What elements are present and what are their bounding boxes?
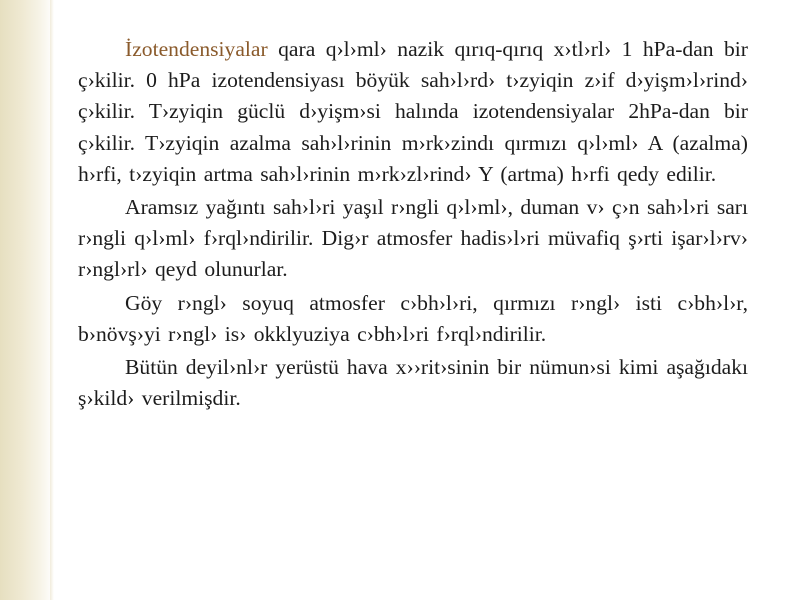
document-body — [78, 34, 748, 416]
paragraph-text: qara q›l›ml› nazik qırıq-qırıq x›tl›rl› 1 hPa-dan bir ç›kilir. 0 hPa izotendensiyası böyük sah›l›rd› t›zyiqin z›if d›yişm›l›rind› ç›kilir. T›zyiqin güclü d›yişm›si halında izotendensiyalar 2hPa-dan bir ç›kilir. T›zyiqin azalma sah›l›rinin m›rk›zindı qırmızı q›l›ml› A (azalma) h›rfi, t›zyiqin artma sah›l›rinin m›rk›zl›rind› Y (artma) h›rfi qedy edilir. — [78, 37, 748, 186]
highlighted-term: İzotendensiyalar — [125, 37, 268, 61]
paragraph-example — [78, 352, 748, 414]
paragraph-precipitation — [78, 192, 748, 286]
decorative-left-band — [0, 0, 54, 600]
paragraph-fronts — [78, 288, 748, 350]
paragraph-text: Aramsız yağıntı sah›l›ri yaşıl r›ngli q›l›ml›, duman v› ç›n sah›l›ri sarı r›ngli q›l›ml› f›rql›ndirilir. Dig›r atmosfer hadis›l›ri müvafiq ş›rti işar›l›rv› r›ngl›rl› qeyd olunurlar. — [78, 195, 748, 282]
paragraph-text: Bütün deyil›nl›r yerüstü hava x››rit›sinin bir nümun›si kimi aşağıdakı ş›kild› verilmişdir. — [78, 355, 748, 411]
paragraph-isotendencies — [78, 34, 748, 190]
paragraph-text: Göy r›ngl› soyuq atmosfer c›bh›l›ri, qırmızı r›ngl› isti c›bh›l›r, b›növş›yi r›ngl› is› okklyuziya c›bh›l›ri f›rql›ndirilir. — [78, 290, 748, 346]
